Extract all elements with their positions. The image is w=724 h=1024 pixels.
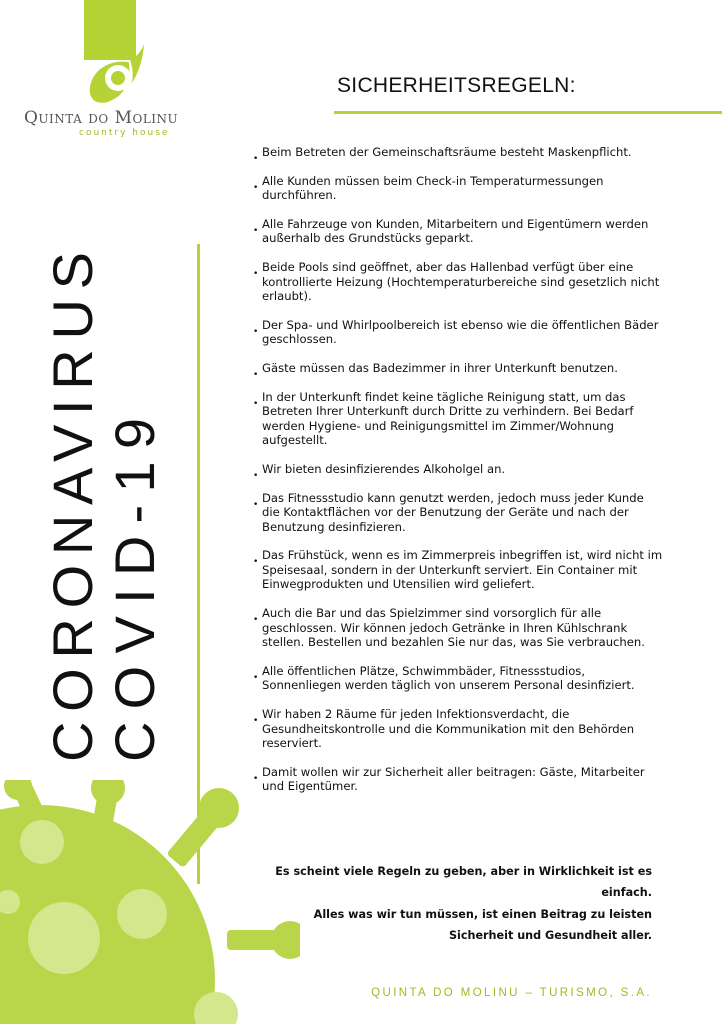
rule-text: Alle Kunden müssen beim Check-in Temperaturmessungen durchführen. <box>262 173 604 203</box>
vertical-title <box>44 242 164 772</box>
rule-text: Beide Pools sind geöffnet, aber das Hallenbad verfügt über eine kontrollierte Heizung (Hochtemperaturbereiche sind gesetzlich nicht erlaubt). <box>262 259 660 304</box>
logo-tagline: country house <box>79 128 170 138</box>
bullet-icon: • <box>253 672 259 683</box>
footer-company: QUINTA DO MOLINU – TURISMO, S.A. <box>371 987 652 999</box>
bullet-icon: • <box>253 369 259 380</box>
vertical-title-line2: COVID-19 <box>103 418 164 762</box>
closing-line-2: Alles was wir tun müssen, ist einen Beitrag zu leisten Sicherheit und Gesundheit aller. <box>313 908 652 942</box>
rule-item <box>253 548 663 592</box>
bullet-icon: • <box>253 470 259 481</box>
rule-text: Wir bieten desinfizierendes Alkoholgel an. <box>262 461 506 476</box>
bullet-icon: • <box>253 557 259 568</box>
rule-item <box>253 390 663 448</box>
rule-item <box>253 145 663 164</box>
bullet-icon: • <box>253 182 259 193</box>
bullet-icon: • <box>253 154 259 164</box>
page-title: SICHERHEITSREGELN: <box>337 74 576 97</box>
logo-name: Quinta do Molinu <box>24 108 179 128</box>
rule-item <box>253 360 663 380</box>
rule-item <box>253 174 663 203</box>
rule-item <box>253 707 663 751</box>
rule-item <box>253 491 663 535</box>
rule-text: Das Fitnessstudio kann genutzt werden, jedoch muss jeder Kunde die Kontaktflächen vor der Benutzung der Geräte und nach der Benutzung desinfizieren. <box>262 490 644 534</box>
rule-item <box>253 318 663 347</box>
rule-text: Der Spa- und Whirlpoolbereich ist ebenso wie die öffentlichen Bäder geschlossen. <box>262 317 659 347</box>
logo <box>24 40 224 150</box>
rule-text: Alle Fahrzeuge von Kunden, Mitarbeitern und Eigentümern werden außerhalb des Grundstücks geparkt. <box>262 216 649 246</box>
rule-item <box>253 765 663 794</box>
rule-text: Das Frühstück, wenn es im Zimmerpreis inbegriffen ist, wird nicht im Speisesaal, sondern in der Unterkunft serviert. Ein Container mit Einwegprodukten und Utensilien wird geliefert. <box>262 548 663 592</box>
bullet-icon: • <box>253 716 259 727</box>
bullet-icon: • <box>253 773 259 784</box>
vertical-title-line1: CORONAVIRUS <box>44 252 104 762</box>
bullet-icon: • <box>253 326 259 337</box>
rule-item <box>253 606 663 650</box>
bullet-icon: • <box>253 268 259 279</box>
rule-text: In der Unterkunft findet keine tägliche Reinigung statt, um das Betreten Ihrer Unterkunft durch Dritte zu verhindern. Bei Bedarf werden Hygiene- und Reinigungsmittel im Zimmer/Wohnung aufgestellt. <box>262 389 634 448</box>
rule-text: Alle öffentlichen Plätze, Schwimmbäder, Fitnessstudios, Sonnenliegen werden täglich von unserem Personal desinfiziert. <box>262 663 635 693</box>
rules-list <box>253 145 663 794</box>
rule-text: Auch die Bar und das Spielzimmer sind vorsorglich für alle geschlossen. Wir können jedoch Getränke in Ihren Kühlschrank stellen. Bestellen und bezahlen Sie nur das, was Sie verbrauchen. <box>262 606 645 650</box>
rule-text: Gäste müssen das Badezimmer in ihrer Unterkunft benutzen. <box>262 360 618 375</box>
rule-item <box>253 260 663 304</box>
closing-line-1: Es scheint viele Regeln zu geben, aber in Wirklichkeit ist es einfach. <box>275 865 652 899</box>
rule-item <box>253 217 663 246</box>
title-underline <box>334 111 722 114</box>
logo-leaf-icon <box>84 40 154 110</box>
rule-item <box>253 461 663 481</box>
bullet-icon: • <box>253 398 259 409</box>
bullet-icon: • <box>253 499 259 510</box>
rule-item <box>253 664 663 693</box>
rule-text: Wir haben 2 Räume für jeden Infektionsverdacht, die Gesundheitskontrolle und die Kommunikation mit den Behörden reserviert. <box>262 707 635 751</box>
bullet-icon: • <box>253 225 259 236</box>
bullet-icon: • <box>253 615 259 626</box>
rule-text: Damit wollen wir zur Sicherheit aller beitragen: Gäste, Mitarbeiter und Eigentümer. <box>262 764 645 794</box>
rule-text: Beim Betreten der Gemeinschaftsräume besteht Maskenpflicht. <box>262 145 632 159</box>
